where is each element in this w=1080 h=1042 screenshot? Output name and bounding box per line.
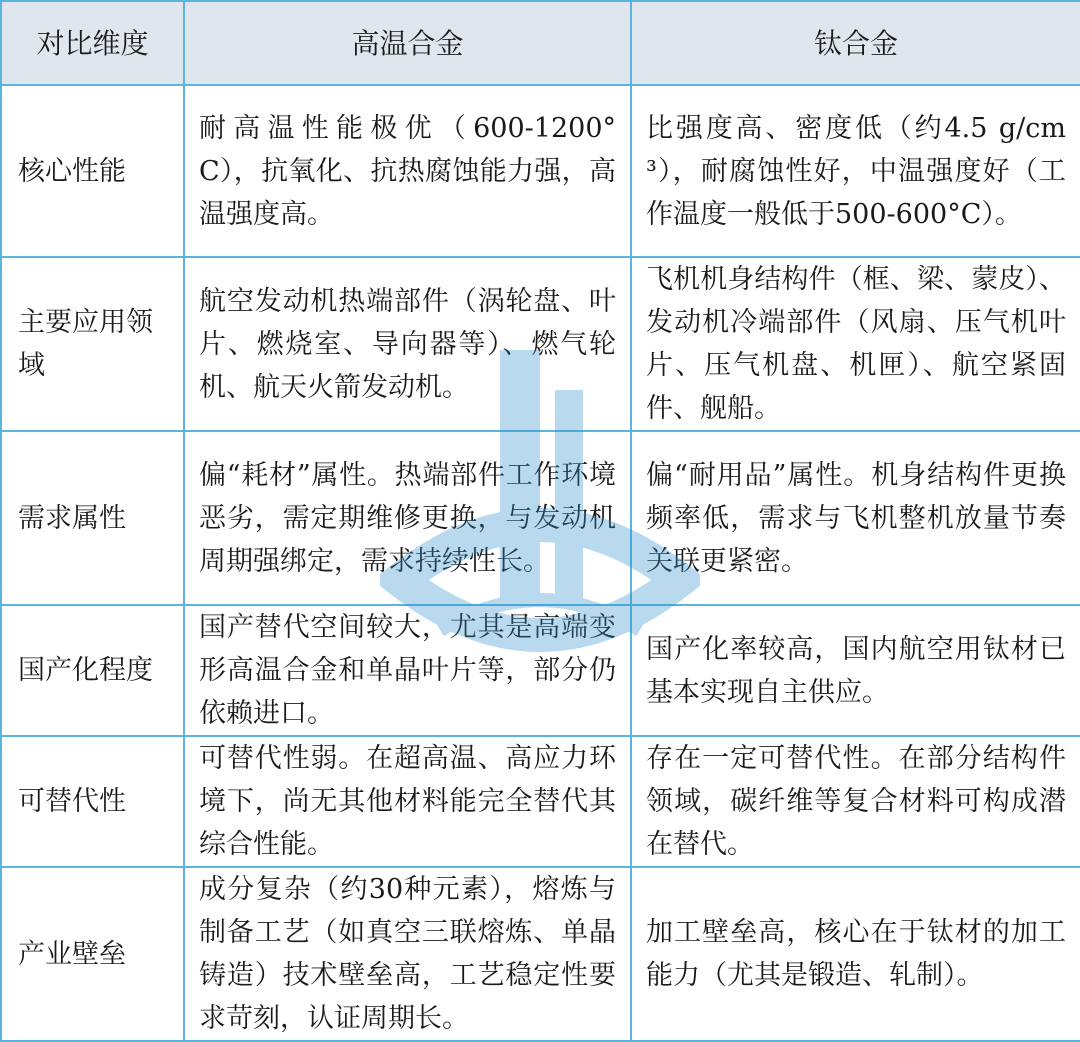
superalloy-cell: 耐高温性能极优（600-1200°C），抗氧化、抗热腐蚀能力强，高温强度高。 (184, 85, 631, 257)
superalloy-cell: 可替代性弱。在超高温、高应力环境下，尚无其他材料能完全替代其综合性能。 (184, 736, 631, 867)
superalloy-cell: 国产替代空间较大，尤其是高端变形高温合金和单晶叶片等，部分仍依赖进口。 (184, 605, 631, 736)
table-header-row (1, 1, 1080, 85)
titanium-cell: 存在一定可替代性。在部分结构件领域，碳纤维等复合材料可构成潜在替代。 (631, 736, 1080, 867)
header-superalloy: 高温合金 (184, 1, 631, 85)
table-row (1, 605, 1080, 736)
superalloy-cell: 偏“耗材”属性。热端部件工作环境恶劣，需定期维修更换，与发动机周期强绑定，需求持续性长。 (184, 431, 631, 605)
titanium-cell: 比强度高、密度低（约4.5 g/cm³），耐腐蚀性好，中温强度好（工作温度一般低于500-600°C）。 (631, 85, 1080, 257)
table-row (1, 867, 1080, 1041)
table-row (1, 736, 1080, 867)
titanium-cell: 加工壁垒高，核心在于钛材的加工能力（尤其是锻造、轧制）。 (631, 867, 1080, 1041)
row-dimension: 国产化程度 (1, 605, 184, 736)
header-dimension: 对比维度 (1, 1, 184, 85)
row-dimension: 可替代性 (1, 736, 184, 867)
row-dimension: 主要应用领域 (1, 257, 184, 431)
superalloy-cell: 成分复杂（约30种元素），熔炼与制备工艺（如真空三联熔炼、单晶铸造）技术壁垒高，工艺稳定性要求苛刻，认证周期长。 (184, 867, 631, 1041)
table-row (1, 257, 1080, 431)
titanium-cell: 国产化率较高，国内航空用钛材已基本实现自主供应。 (631, 605, 1080, 736)
superalloy-cell: 航空发动机热端部件（涡轮盘、叶片、燃烧室、导向器等）、燃气轮机、航天火箭发动机。 (184, 257, 631, 431)
row-dimension: 产业壁垒 (1, 867, 184, 1041)
row-dimension: 需求属性 (1, 431, 184, 605)
titanium-cell: 飞机机身结构件（框、梁、蒙皮）、发动机冷端部件（风扇、压气机叶片、压气机盘、机匣）、航空紧固件、舰船。 (631, 257, 1080, 431)
table-row (1, 85, 1080, 257)
header-titanium: 钛合金 (631, 1, 1080, 85)
titanium-cell: 偏“耐用品”属性。机身结构件更换频率低，需求与飞机整机放量节奏关联更紧密。 (631, 431, 1080, 605)
table-row (1, 431, 1080, 605)
row-dimension: 核心性能 (1, 85, 184, 257)
